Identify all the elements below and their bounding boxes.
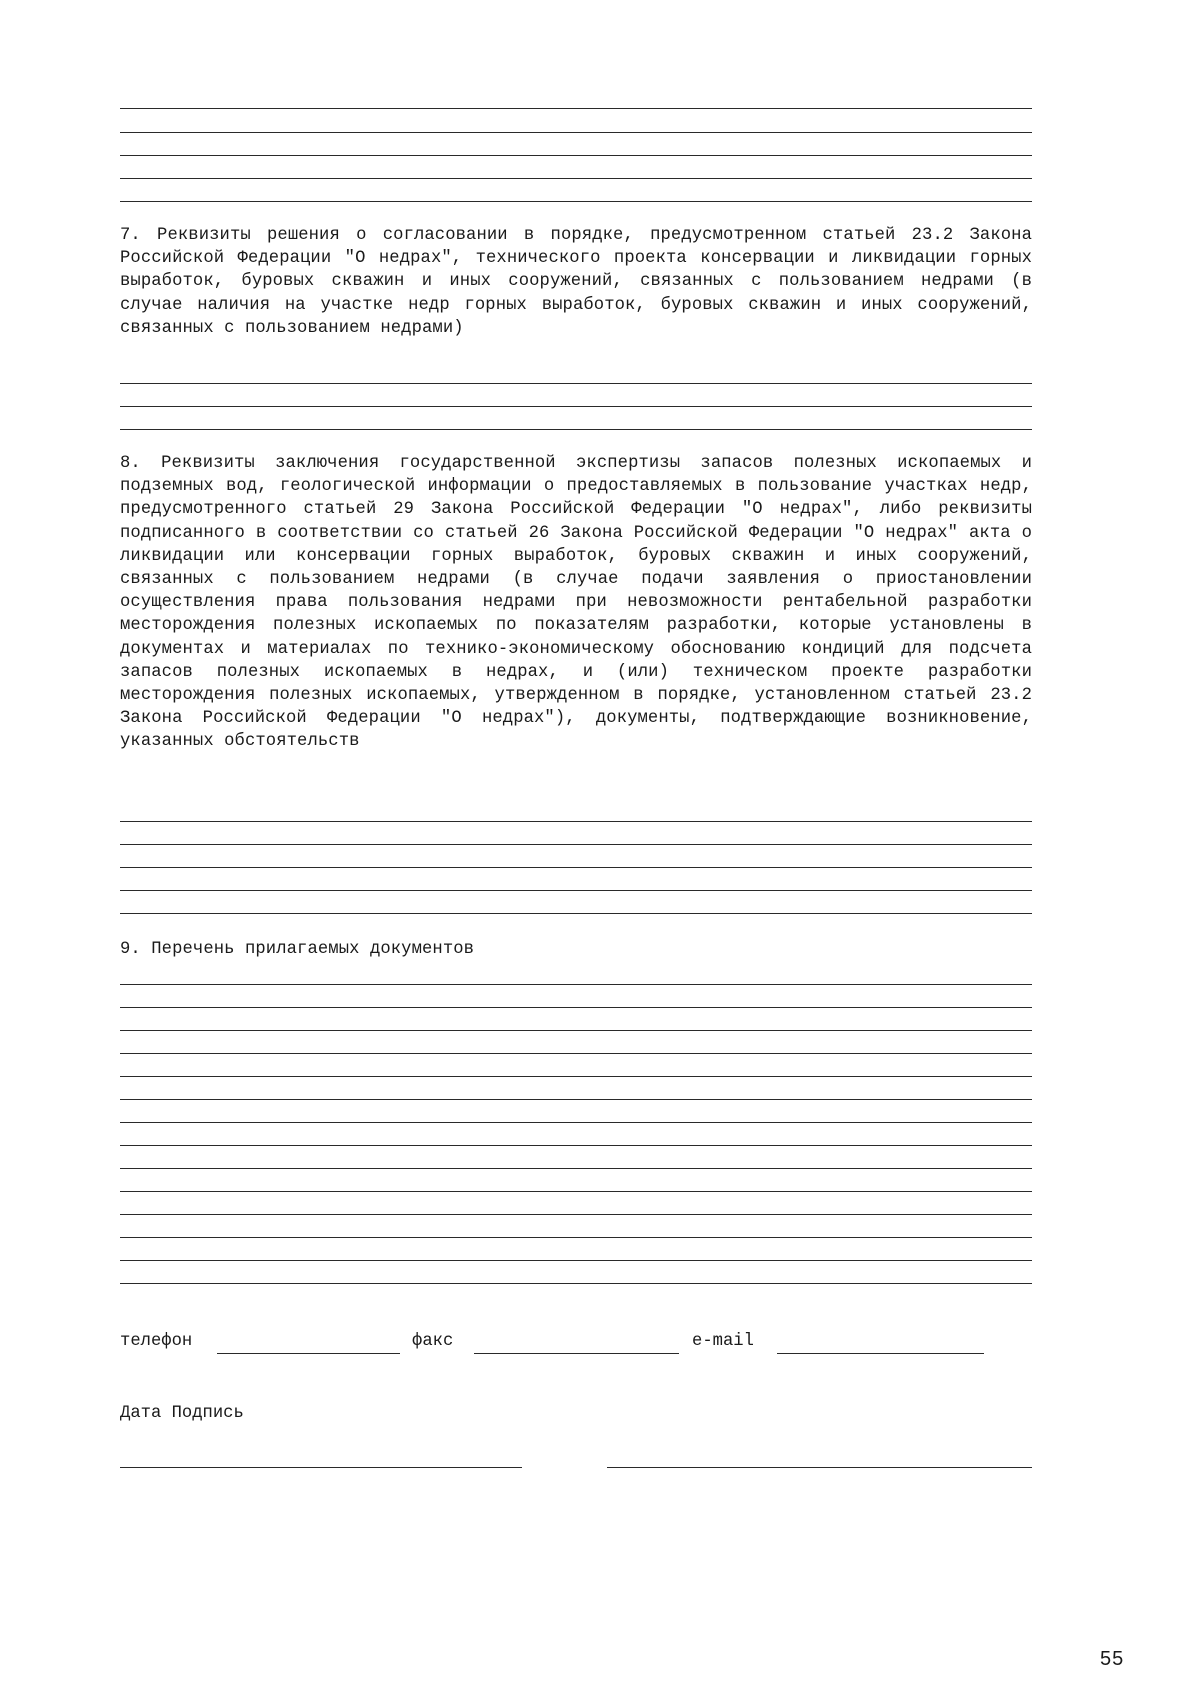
email-label: e-mail	[692, 1332, 754, 1351]
blank-line	[120, 1260, 1032, 1261]
page-number: 55	[1100, 1648, 1125, 1670]
fax-field[interactable]	[474, 1353, 679, 1354]
phone-field[interactable]	[217, 1353, 400, 1354]
contacts-row	[120, 1332, 1020, 1362]
blank-line	[120, 1007, 1032, 1008]
phone-label: телефон	[120, 1332, 193, 1351]
blank-line	[120, 890, 1032, 891]
date-signature-caption: Дата Подпись	[120, 1404, 244, 1423]
blank-line	[120, 1030, 1032, 1031]
blank-line	[120, 821, 1032, 822]
blank-line	[120, 383, 1032, 384]
blank-line	[120, 844, 1032, 845]
blank-line	[120, 155, 1032, 156]
blank-line	[120, 1214, 1032, 1215]
blank-line	[120, 132, 1032, 133]
blank-line	[120, 1122, 1032, 1123]
email-field[interactable]	[777, 1353, 984, 1354]
blank-line	[120, 1191, 1032, 1192]
blank-line	[120, 1283, 1032, 1284]
blank-line	[120, 1168, 1032, 1169]
blank-line	[120, 867, 1032, 868]
section-7-text: 7. Реквизиты решения о согласовании в порядке, предусмотренном статьей 23.2 Закона Российской Федерации "О недрах", технического проекта консервации и ликвидации горных выработок, буровых скважин и иных сооружений, связанных с пользованием недрами (в случае наличия на участке недр горных выработок, буровых скважин и иных сооружений, связанных с пользованием недрами)	[120, 226, 1032, 338]
blank-line	[120, 1099, 1032, 1100]
blank-line	[120, 108, 1032, 109]
blank-line	[120, 1237, 1032, 1238]
blank-line	[120, 1076, 1032, 1077]
section-8-text: 8. Реквизиты заключения государственной экспертизы запасов полезных ископаемых и подземных вод, геологической информации о предоставляемых в пользование участках недр, предусмотренного статьей 29 Закона Российской Федерации "О недрах", либо реквизиты подписанного в соответствии со статьей 26 Закона Российской Федерации "О недрах" акта о ликвидации или консервации горных выработок, буровых скважин и иных сооружений, связанных с пользованием недрами (в случае подачи заявления о приостановлении осуществления права пользования недрами при невозможности рентабельной разработки месторождения полезных ископаемых по показателям разработки, которые установлены в документах и материалах по технико-экономическому обоснованию кондиций для подсчета запасов полезных ископаемых в недрах, и (или) техническом проекте разработки месторождения полезных ископаемых, утвержденном в порядке, установленном статьей 23.2 Закона Российской Федерации "О недрах"), документы, подтверждающие возникновение, указанных обстоятельств	[120, 454, 1032, 752]
blank-line	[120, 201, 1032, 202]
blank-line	[120, 1145, 1032, 1146]
blank-line	[120, 429, 1032, 430]
signature-field[interactable]	[607, 1467, 1032, 1468]
section-9-heading: 9. Перечень прилагаемых документов	[120, 940, 475, 959]
blank-line	[120, 1053, 1032, 1054]
fax-label: факс	[412, 1332, 454, 1351]
blank-line	[120, 406, 1032, 407]
blank-line	[120, 178, 1032, 179]
blank-line	[120, 984, 1032, 985]
blank-line	[120, 913, 1032, 914]
date-field[interactable]	[120, 1467, 522, 1468]
